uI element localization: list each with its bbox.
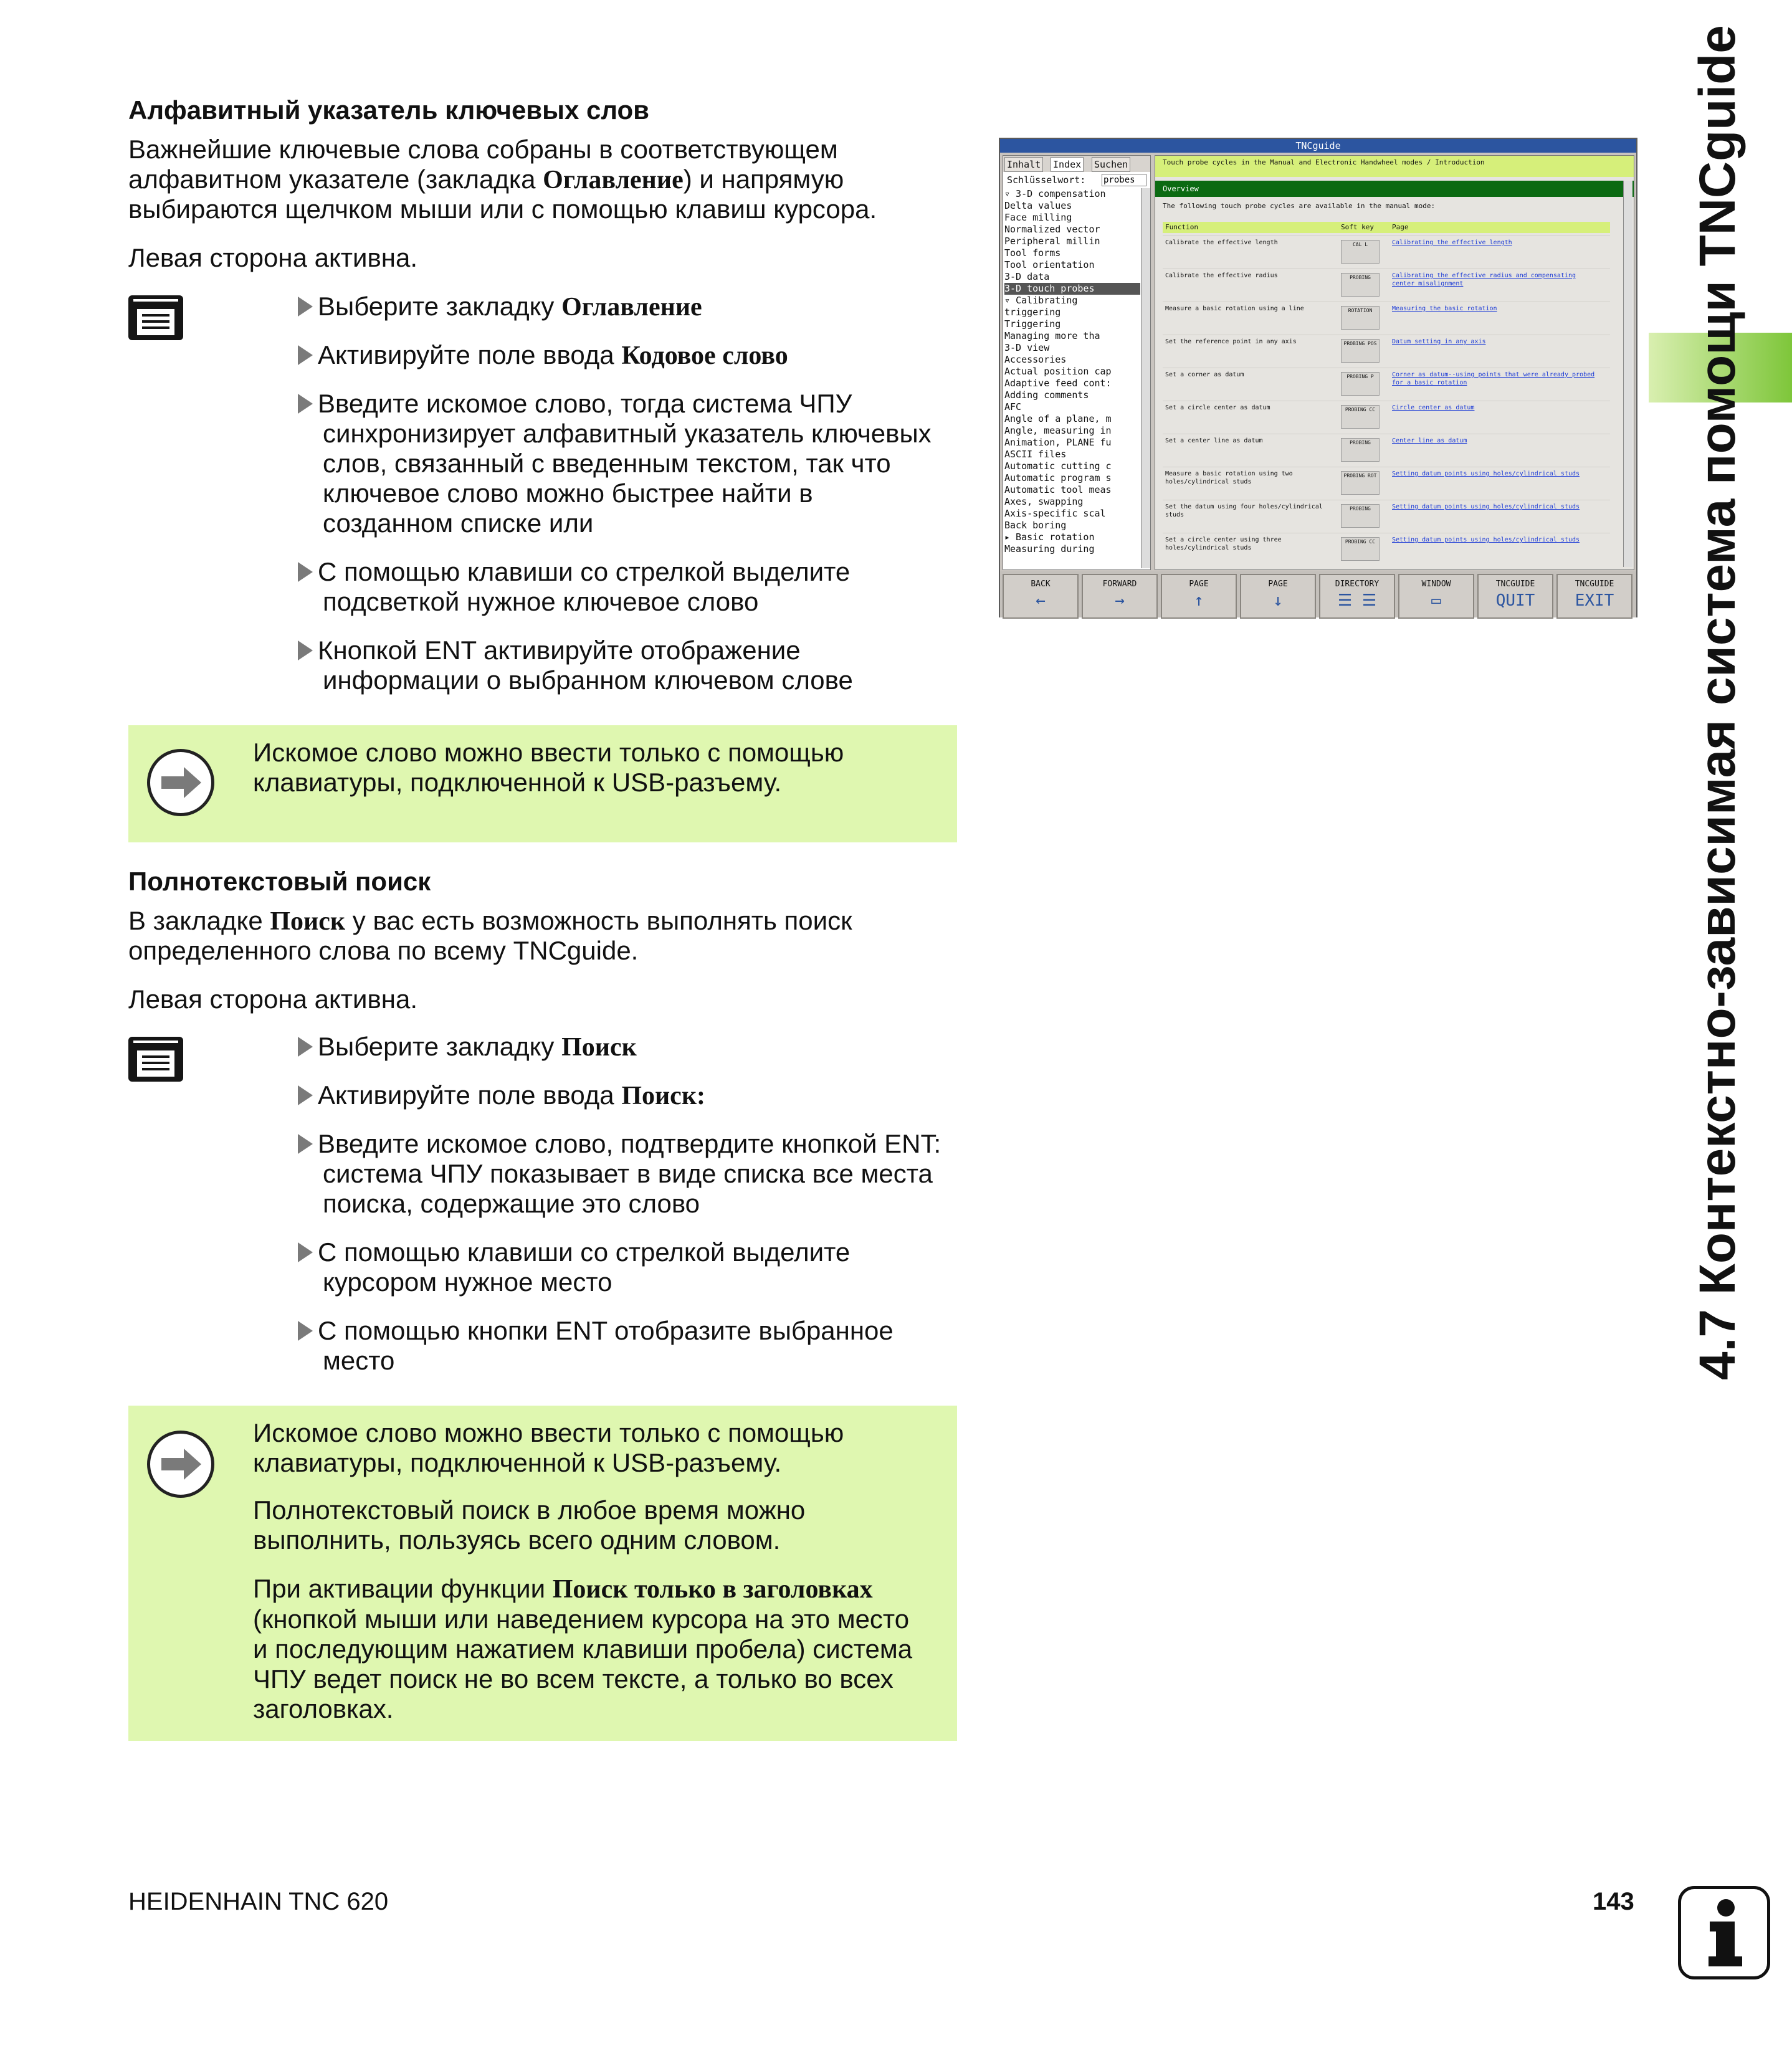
keyword-list-item[interactable]: Automatic program s: [1004, 472, 1112, 483]
table-row: [1163, 500, 1610, 531]
page-link[interactable]: Corner as datum--using points that were already probed for a basic rotation: [1392, 371, 1595, 386]
arrow-right-icon: [147, 749, 214, 816]
content-scrollbar[interactable]: [1623, 181, 1632, 567]
keyword-list-item[interactable]: Measuring during: [1004, 543, 1095, 555]
keyboard-icon: [128, 1037, 183, 1082]
keyword-field: [1003, 173, 1150, 187]
keyword-list-item[interactable]: ▿ 3-D compensation: [1004, 188, 1106, 199]
function-cell: Calibrate the effective radius: [1165, 272, 1278, 279]
keyword-list-item[interactable]: Peripheral millin: [1004, 236, 1100, 247]
index-step-1: Выберите закладку Оглавление: [298, 292, 958, 322]
function-cell: Set a corner as datum: [1165, 371, 1244, 378]
index-step-5: Кнопкой ENT активируйте отображение информации о выбранном ключевом слове: [298, 636, 958, 695]
keyword-list-item[interactable]: Tool orientation: [1004, 259, 1095, 270]
page-link[interactable]: Datum setting in any axis: [1392, 338, 1486, 345]
bullet-triangle-icon: [298, 1242, 313, 1262]
index-intro-line-2: алфавитном указателе (закладка Оглавление) и напрямую: [128, 164, 844, 194]
overview-heading: Overview: [1155, 181, 1634, 197]
table-row: [1163, 236, 1610, 267]
bullet-triangle-icon: [298, 1085, 313, 1105]
info-icon: [1678, 1886, 1770, 1979]
keyword-list-item[interactable]: Axes, swapping: [1004, 496, 1084, 507]
softkey-glyph: ↓: [1273, 591, 1283, 610]
note-text-p1: Искомое слово можно ввести только с помощью клавиатуры, подключенной к USB-разъему.: [253, 1418, 844, 1477]
softkey-image: PROBING: [1341, 504, 1380, 528]
keyword-list-item[interactable]: Axis-specific scal: [1004, 508, 1106, 519]
note-text-p3: При активации функции Поиск только в заголовках (кнопкой мыши или наведением курсора на это место и последующим нажатием клавиши пробела) система ЧПУ ведет поиск не во всем тексте, а только во всех заголовках.: [253, 1574, 913, 1723]
index-intro-line-1: Важнейшие ключевые слова собраны в соответствующем: [128, 135, 838, 164]
softkey-label: BACK: [1031, 579, 1051, 589]
index-step-3: Введите искомое слово, тогда система ЧПУ синхронизирует алфавитный указатель ключевых слов, связанный с введенным текстом, так что ключевое слово можно быстрее найти в созданном списке или: [298, 389, 958, 538]
softkey-label: PAGE: [1268, 579, 1288, 589]
function-cell: Set a circle center as datum: [1165, 404, 1270, 411]
keyword-list-item[interactable]: Automatic cutting c: [1004, 460, 1112, 472]
softkey-image: PROBING ROT: [1341, 471, 1380, 495]
softkey-glyph: ▭: [1431, 591, 1441, 610]
keyword-list-item[interactable]: Triggering: [1004, 318, 1061, 330]
fulltext-intro-line-2: определенного слова по всему TNCguide.: [128, 936, 639, 965]
softkey-page[interactable]: [1240, 574, 1316, 619]
tab-bar: [1003, 156, 1150, 172]
fulltext-left-active: Левая сторона активна.: [128, 984, 418, 1014]
keyword-list: [1004, 188, 1140, 555]
fulltext-intro-line-1: В закладке Поиск у вас есть возможность выполнять поиск: [128, 906, 852, 936]
keyword-list-item[interactable]: triggering: [1004, 307, 1061, 318]
softkey-glyph: →: [1115, 591, 1125, 610]
window-title: TNCguide: [1000, 139, 1636, 153]
fulltext-step-2: Активируйте поле ввода Поиск:: [298, 1080, 958, 1111]
keyword-list-item[interactable]: ASCII files: [1004, 449, 1067, 460]
fulltext-step-1: Выберите закладку Поиск: [298, 1032, 958, 1062]
note-text-p2: Полнотекстовый поиск в любое время можно выполнить, пользуясь всего одним словом.: [253, 1495, 806, 1555]
tab-inhalt[interactable]: Inhalt: [1004, 157, 1043, 172]
table-header: Function Soft key Page: [1163, 222, 1610, 233]
note-text: Искомое слово можно ввести только с помощью клавиатуры, подключенной к USB-разъему.: [253, 738, 844, 797]
tab-name-contents: Оглавление: [543, 166, 684, 194]
softkey-glyph: ↑: [1194, 591, 1204, 610]
keyword-list-item[interactable]: Delta values: [1004, 200, 1072, 211]
softkey-label: WINDOW: [1421, 579, 1451, 589]
keyword-list-item[interactable]: Back boring: [1004, 520, 1067, 531]
softkey-glyph: ☰ ☰: [1337, 591, 1377, 610]
section-heading-index: Алфавитный указатель ключевых слов: [128, 95, 649, 125]
page-link[interactable]: Calibrating the effective radius and compensating center misalignment: [1392, 272, 1576, 287]
footer-product: HEIDENHAIN TNC 620: [128, 1888, 389, 1915]
index-intro-line-3: выбираются щелчком мыши или с помощью клавиш курсора.: [128, 194, 877, 224]
softkey-label: TNCGUIDE: [1575, 579, 1614, 589]
softkey-glyph: ←: [1036, 591, 1046, 610]
softkey-window[interactable]: [1398, 574, 1474, 619]
table-row: [1163, 401, 1610, 432]
softkey-forward[interactable]: [1082, 574, 1158, 619]
chapter-title: 4.7 Контекстно-зависимая система помощи TNCguide: [1689, 25, 1746, 1380]
softkey-image: ROTATION: [1341, 306, 1380, 330]
keyword-list-item[interactable]: Automatic tool meas: [1004, 484, 1112, 495]
function-cell: Set the datum using four holes/cylindrical studs: [1165, 503, 1323, 518]
function-cell: Set a circle center using three holes/cylindrical studs: [1165, 536, 1282, 551]
tncguide-screenshot: [999, 138, 1637, 617]
fulltext-step-4: С помощью клавиши со стрелкой выделите курсором нужное место: [298, 1237, 958, 1297]
fulltext-step-3: Введите искомое слово, подтвердите кнопкой ENT: система ЧПУ показывает в виде списка все места поиска, содержащие это слово: [298, 1129, 958, 1219]
overview-intro: The following touch probe cycles are available in the manual mode:: [1163, 202, 1436, 210]
keyword-list-item[interactable]: Animation, PLANE fu: [1004, 437, 1112, 448]
tab-name-search: Поиск: [270, 907, 346, 936]
bullet-triangle-icon: [298, 1321, 313, 1341]
softkey-tncguide[interactable]: [1556, 574, 1632, 619]
table-row: [1163, 368, 1610, 399]
keyword-list-item[interactable]: Adding comments: [1004, 389, 1089, 401]
page-link[interactable]: Setting datum points using holes/cylindrical studs: [1392, 503, 1580, 510]
keyword-list-item[interactable]: Face milling: [1004, 212, 1072, 223]
note-box-fulltext: [128, 1406, 957, 1741]
table-row: [1163, 434, 1610, 465]
softkey-label: TNCGUIDE: [1495, 579, 1535, 589]
bullet-triangle-icon: [298, 394, 313, 414]
breadcrumb: Touch probe cycles in the Manual and Electronic Handwheel modes / Introduction: [1155, 156, 1634, 177]
bullet-triangle-icon: [298, 641, 313, 660]
bullet-triangle-icon: [298, 345, 313, 365]
page-link[interactable]: Setting datum points using holes/cylindrical studs: [1392, 470, 1580, 477]
page-link[interactable]: Calibrating the effective length: [1392, 239, 1512, 246]
softkey-label: DIRECTORY: [1335, 579, 1380, 589]
section-heading-fulltext: Полнотекстовый поиск: [128, 867, 431, 896]
keyword-list-item[interactable]: 3-D touch probes: [1004, 283, 1140, 295]
keyword-list-item[interactable]: Accessories: [1004, 354, 1067, 365]
keyword-list-item[interactable]: Actual position cap: [1004, 366, 1112, 377]
page-number: 143: [1593, 1888, 1634, 1915]
note-box-usb: [128, 725, 957, 842]
keyword-list-item[interactable]: Angle of a plane, m: [1004, 413, 1112, 424]
softkey-image: CAL L: [1341, 240, 1380, 264]
arrow-right-icon: [147, 1431, 214, 1498]
index-left-active: Левая сторона активна.: [128, 243, 418, 272]
tab-suchen[interactable]: Suchen: [1092, 157, 1130, 172]
softkey-glyph: QUIT: [1495, 591, 1535, 610]
tab-index[interactable]: Index: [1051, 157, 1084, 172]
keyword-list-item[interactable]: Adaptive feed cont:: [1004, 378, 1112, 389]
softkey-directory[interactable]: [1319, 574, 1395, 619]
softkey-image: PROBING CC: [1341, 405, 1380, 429]
function-cell: Measure a basic rotation using two holes/cylindrical studs: [1165, 470, 1293, 485]
page-link[interactable]: Measuring the basic rotation: [1392, 305, 1497, 312]
softkey-label: PAGE: [1189, 579, 1209, 589]
function-cell: Set a center line as datum: [1165, 437, 1263, 444]
content-pane: [1155, 155, 1634, 570]
page-link[interactable]: Circle center as datum: [1392, 404, 1475, 411]
softkey-image: PROBING POS: [1341, 339, 1380, 363]
left-pane: [1003, 155, 1151, 570]
softkey-image: PROBING CC: [1341, 537, 1380, 561]
table-row: [1163, 533, 1610, 564]
keyword-input[interactable]: [1102, 174, 1146, 186]
table-row: [1163, 269, 1610, 300]
keyword-list-item[interactable]: Normalized vector: [1004, 224, 1100, 235]
page-link[interactable]: Center line as datum: [1392, 437, 1467, 444]
softkey-bar: [1000, 571, 1636, 617]
softkey-back[interactable]: [1003, 574, 1079, 619]
softkey-image: PROBING P: [1341, 372, 1380, 396]
keyword-list-item[interactable]: 3-D data: [1004, 271, 1050, 282]
softkey-page[interactable]: [1161, 574, 1237, 619]
softkey-image: PROBING: [1341, 438, 1380, 462]
softkey-image: PROBING: [1341, 273, 1380, 297]
bullet-triangle-icon: [298, 562, 313, 582]
softkey-tncguide[interactable]: [1477, 574, 1553, 619]
keyword-list-item[interactable]: ▸ Basic rotation: [1004, 531, 1095, 543]
function-cell: Measure a basic rotation using a line: [1165, 305, 1304, 312]
keyword-list-item[interactable]: Managing more tha: [1004, 330, 1100, 341]
index-step-2: Активируйте поле ввода Кодовое слово: [298, 340, 958, 371]
keyboard-icon: [128, 295, 183, 340]
table-row: [1163, 302, 1610, 333]
table-row: [1163, 467, 1610, 498]
page-link[interactable]: Setting datum points using holes/cylindrical studs: [1392, 536, 1580, 543]
keyword-list-item[interactable]: Angle, measuring in: [1004, 425, 1112, 436]
left-scrollbar[interactable]: [1141, 188, 1150, 568]
keyword-list-item[interactable]: AFC: [1004, 401, 1022, 412]
keyword-list-item[interactable]: ▿ Calibrating: [1004, 295, 1078, 306]
bullet-triangle-icon: [298, 1134, 313, 1154]
fulltext-step-5: С помощью кнопки ENT отобразите выбранное место: [298, 1316, 958, 1376]
softkey-glyph: EXIT: [1575, 591, 1614, 610]
keyword-list-item[interactable]: 3-D view: [1004, 342, 1050, 353]
index-step-4: С помощью клавиши со стрелкой выделите подсветкой нужное ключевое слово: [298, 557, 958, 617]
function-cell: Set the reference point in any axis: [1165, 338, 1297, 345]
table-row: [1163, 335, 1610, 366]
bullet-triangle-icon: [298, 297, 313, 317]
softkey-label: FORWARD: [1102, 579, 1137, 589]
bullet-triangle-icon: [298, 1037, 313, 1057]
keyword-label: Schlüsselwort:: [1007, 174, 1086, 186]
keyword-list-item[interactable]: Tool forms: [1004, 247, 1061, 259]
function-cell: Calibrate the effective length: [1165, 239, 1278, 246]
